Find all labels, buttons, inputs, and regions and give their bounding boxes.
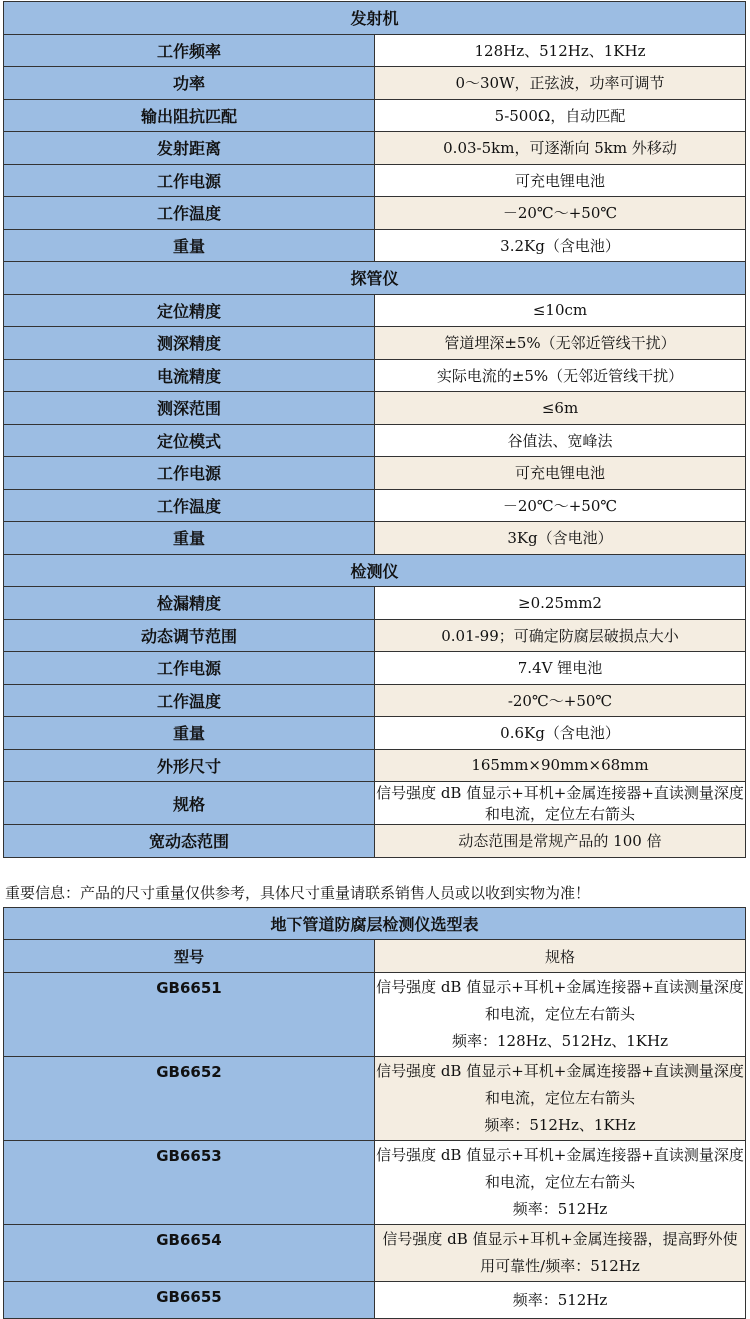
model-spec-line: 频率：512Hz、1KHz: [484, 1116, 636, 1134]
spec-value: 0.6Kg（含电池）: [375, 717, 746, 750]
model-name: GB6653: [4, 1141, 375, 1225]
spec-value: 0.03-5km，可逐渐向 5km 外移动: [375, 132, 746, 165]
spec-value: 3Kg（含电池）: [375, 522, 746, 555]
spec-value: 0.01-99；可确定防腐层破损点大小: [375, 619, 746, 652]
model-name: GB6652: [4, 1057, 375, 1141]
model-spec-line: 频率：512Hz: [512, 1200, 608, 1218]
model-spec: [375, 1141, 746, 1225]
spec-value: 管道埋深±5%（无邻近管线干扰）: [375, 327, 746, 360]
model-spec-line: 信号强度 dB 值显示+耳机+金属连接器+直读测量深度和电流，定位左右箭头: [376, 1062, 744, 1107]
spec-row: [4, 587, 746, 620]
model-row: [4, 973, 746, 1057]
spec-label: 宽动态范围: [4, 825, 375, 858]
spec-value: 7.4V 锂电池: [375, 652, 746, 685]
spec-value: 0～30W，正弦波，功率可调节: [375, 67, 746, 100]
spec-label: 定位模式: [4, 424, 375, 457]
spec-value: ≤10cm: [375, 294, 746, 327]
spec-label: 电流精度: [4, 359, 375, 392]
spec-label: 检漏精度: [4, 587, 375, 620]
spec-label: 规格: [4, 782, 375, 825]
spec-value: －20℃～+50℃: [375, 197, 746, 230]
spec-label: 测深范围: [4, 392, 375, 425]
model-spec: [375, 973, 746, 1057]
spec-row: [4, 457, 746, 490]
spec-label: 外形尺寸: [4, 749, 375, 782]
model-spec-line: 频率：512Hz: [512, 1290, 608, 1309]
section-header: 发射机: [4, 2, 746, 35]
model-table-body: [4, 908, 746, 1319]
spec-row: [4, 522, 746, 555]
spec-row: [4, 359, 746, 392]
spec-value: ≤6m: [375, 392, 746, 425]
spec-row: [4, 717, 746, 750]
spec-row: [4, 164, 746, 197]
spec-label: 定位精度: [4, 294, 375, 327]
spec-column-header: 规格: [375, 940, 746, 973]
spec-label: 重量: [4, 522, 375, 555]
model-spec: [375, 1225, 746, 1282]
spec-row: [4, 825, 746, 858]
spec-label: 重量: [4, 229, 375, 262]
spec-row: [4, 392, 746, 425]
spec-row: [4, 34, 746, 67]
model-row: [4, 1282, 746, 1319]
model-name: GB6655: [4, 1282, 375, 1319]
spec-value: 165mm×90mm×68mm: [375, 749, 746, 782]
spec-row: [4, 749, 746, 782]
model-selection-table: [3, 907, 746, 1319]
spec-label: 动态调节范围: [4, 619, 375, 652]
spec-label: 工作电源: [4, 164, 375, 197]
spec-label: 测深精度: [4, 327, 375, 360]
spec-row: [4, 132, 746, 165]
model-row: [4, 1225, 746, 1282]
spec-row: [4, 782, 746, 825]
spec-label: 重量: [4, 717, 375, 750]
spec-label: 工作温度: [4, 684, 375, 717]
model-spec-line: 信号强度 dB 值显示+耳机+金属连接器+直读测量深度和电流，定位左右箭头: [376, 1146, 744, 1191]
spec-value: 5-500Ω，自动匹配: [375, 99, 746, 132]
model-column-header: 型号: [4, 940, 375, 973]
spec-row: [4, 99, 746, 132]
model-spec-line: 信号强度 dB 值显示+耳机+金属连接器，提高野外使用可靠性/频率：512Hz: [382, 1230, 738, 1275]
spec-row: [4, 294, 746, 327]
model-spec: [375, 1282, 746, 1319]
spec-label: 工作频率: [4, 34, 375, 67]
spec-row: [4, 619, 746, 652]
spec-value: 可充电锂电池: [375, 457, 746, 490]
spec-value: 实际电流的±5%（无邻近管线干扰）: [375, 359, 746, 392]
spec-table-body: [4, 2, 746, 858]
section-header: 探管仪: [4, 262, 746, 295]
model-name: GB6651: [4, 973, 375, 1057]
spec-row: [4, 67, 746, 100]
spec-value: 动态范围是常规产品的 100 倍: [375, 825, 746, 858]
spec-row: [4, 424, 746, 457]
spec-label: 工作电源: [4, 457, 375, 490]
spec-label: 功率: [4, 67, 375, 100]
spec-value: 可充电锂电池: [375, 164, 746, 197]
model-spec: [375, 1057, 746, 1141]
spec-value: ≥0.25mm2: [375, 587, 746, 620]
spec-label: 工作电源: [4, 652, 375, 685]
spec-row: [4, 197, 746, 230]
spec-row: [4, 684, 746, 717]
spec-value: 谷值法、宽峰法: [375, 424, 746, 457]
model-row: [4, 1057, 746, 1141]
spec-value: 3.2Kg（含电池）: [375, 229, 746, 262]
spec-value: －20℃～+50℃: [375, 489, 746, 522]
spec-row: [4, 229, 746, 262]
spec-label: 输出阻抗匹配: [4, 99, 375, 132]
important-note: 重要信息：产品的尺寸重量仅供参考，具体尺寸重量请联系销售人员或以收到实物为准！: [5, 884, 591, 902]
model-spec-line: 信号强度 dB 值显示+耳机+金属连接器+直读测量深度和电流，定位左右箭头: [376, 978, 744, 1023]
spec-value: 128Hz、512Hz、1KHz: [375, 34, 746, 67]
section-header: 检测仪: [4, 554, 746, 587]
model-table-title: 地下管道防腐层检测仪选型表: [4, 908, 746, 940]
spec-table: [3, 1, 746, 858]
spec-row: [4, 652, 746, 685]
spec-value: -20℃～+50℃: [375, 684, 746, 717]
spec-label: 工作温度: [4, 489, 375, 522]
spec-row: [4, 327, 746, 360]
spec-label: 发射距离: [4, 132, 375, 165]
spec-row: [4, 489, 746, 522]
model-row: [4, 1141, 746, 1225]
model-spec-line: 频率：128Hz、512Hz、1KHz: [452, 1032, 668, 1050]
spec-value: 信号强度 dB 值显示+耳机+金属连接器+直读测量深度和电流，定位左右箭头: [375, 782, 746, 825]
model-name: GB6654: [4, 1225, 375, 1282]
spec-label: 工作温度: [4, 197, 375, 230]
